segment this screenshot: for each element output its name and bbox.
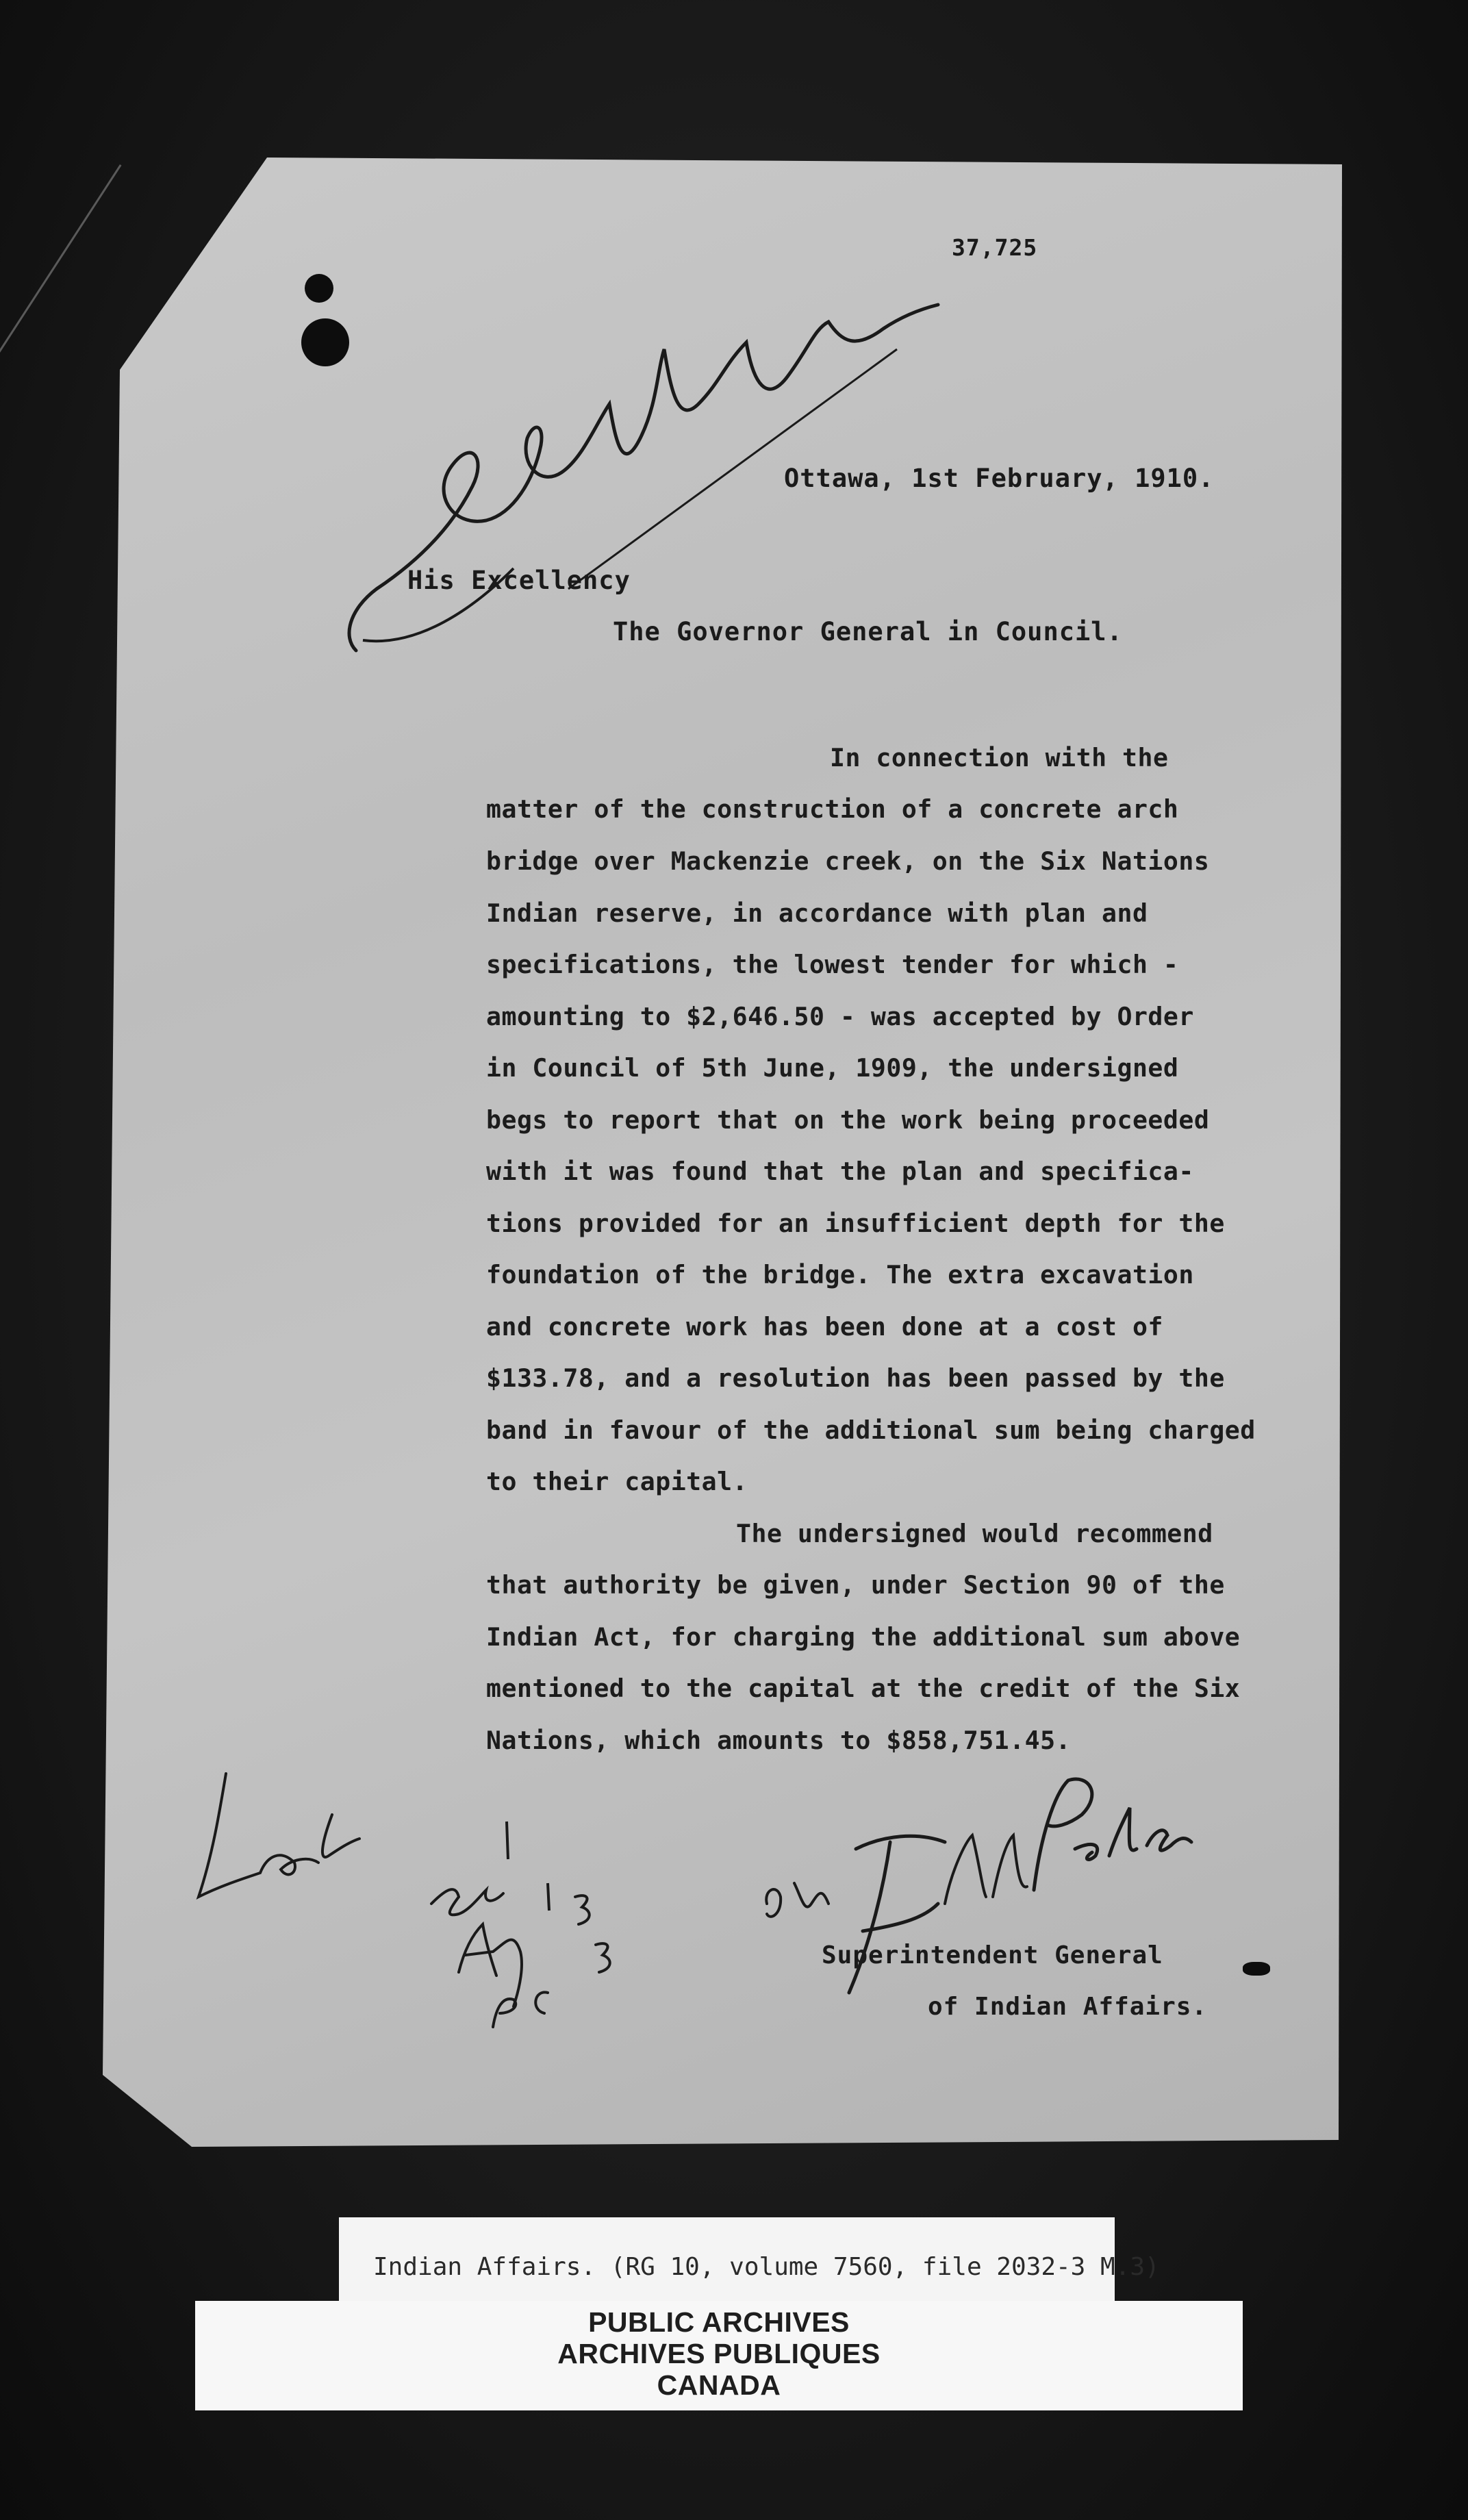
body-line: $133.78, and a resolution has been passed by the	[486, 1363, 1225, 1393]
archive-stamp-label	[195, 2301, 1243, 2410]
body-line: matter of the construction of a concrete arch	[486, 794, 1179, 824]
signature-title: Superintendent General	[822, 1941, 1163, 1969]
punch-hole-top	[305, 274, 333, 303]
body-line: Indian reserve, in accordance with plan and	[486, 898, 1148, 928]
body-line: specifications, the lowest tender for which -	[486, 950, 1179, 979]
signature-title: of Indian Affairs.	[928, 1993, 1208, 2021]
body-line: In connection with the	[830, 743, 1169, 772]
body-line: The undersigned would recommend	[736, 1519, 1213, 1548]
body-line: Indian Act, for charging the additional sum above	[486, 1622, 1241, 1652]
salutation: His Excellency	[407, 566, 631, 595]
handwritten-approval-scrawl	[336, 267, 952, 692]
body-line: to their capital.	[486, 1467, 748, 1496]
place-date: Ottawa, 1st February, 1910.	[784, 464, 1215, 493]
body-line: Nations, which amounts to $858,751.45.	[486, 1726, 1072, 1755]
body-line: bridge over Mackenzie creek, on the Six Nations	[486, 846, 1210, 876]
archive-name-fr: ARCHIVES PUBLIQUES	[557, 2338, 881, 2369]
archive-citation-label	[339, 2217, 1160, 2306]
body-line: foundation of the bridge. The extra excavation	[486, 1260, 1194, 1289]
handwritten-marks	[418, 1808, 637, 2041]
file-number: 37,725	[952, 234, 1038, 261]
addressee: The Governor General in Council.	[613, 617, 1123, 646]
body-line: begs to report that on the work being proceeded	[486, 1105, 1210, 1135]
body-line: with it was found that the plan and specifica-	[486, 1157, 1194, 1186]
handwritten-signature	[746, 1767, 1198, 2020]
body-line: tions provided for an insufficient depth for the	[486, 1209, 1225, 1238]
body-line: that authority be given, under Section 90 of the	[486, 1570, 1225, 1600]
body-line: mentioned to the capital at the credit of the Six	[486, 1674, 1241, 1703]
archive-name-en: PUBLIC ARCHIVES	[588, 2306, 850, 2338]
archive-country: CANADA	[657, 2369, 781, 2401]
body-line: amounting to $2,646.50 - was accepted by Order	[486, 1002, 1194, 1031]
body-line: in Council of 5th June, 1909, the undersigned	[486, 1053, 1179, 1083]
body-line: band in favour of the additional sum being charged	[486, 1415, 1256, 1445]
archive-citation: Indian Affairs. (RG 10, volume 7560, file 2032-3 M.3)	[373, 2253, 1160, 2281]
handwritten-margin-note	[171, 1760, 377, 1931]
ink-blot	[1243, 1962, 1270, 1976]
body-line: and concrete work has been done at a cost of	[486, 1312, 1163, 1341]
